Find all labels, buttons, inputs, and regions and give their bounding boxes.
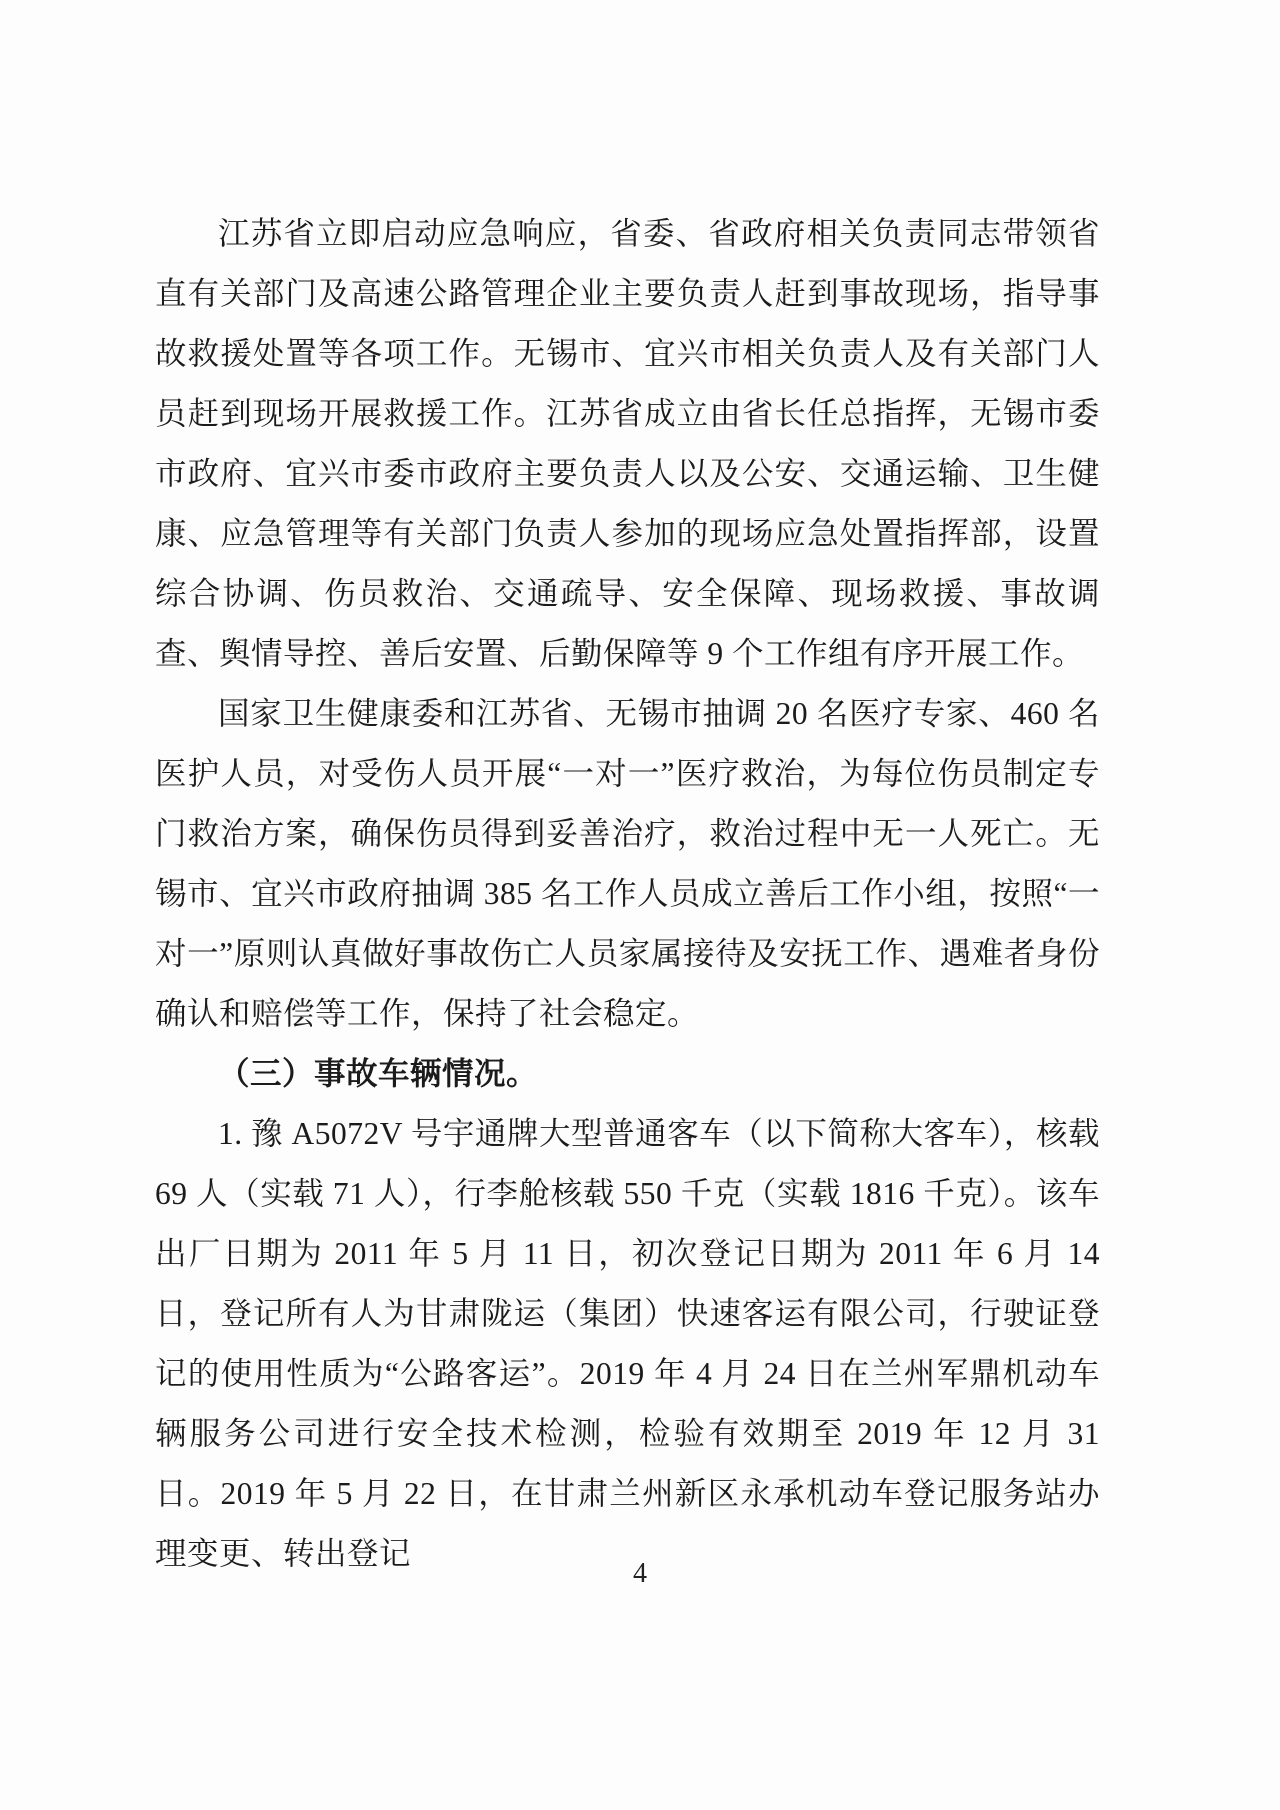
document-body bbox=[155, 204, 1100, 1584]
page-number: 4 bbox=[633, 1558, 647, 1589]
paragraph-medical-aftercare: 国家卫生健康委和江苏省、无锡市抽调 20 名医疗专家、460 名医护人员，对受伤人员开展“一对一”医疗救治，为每位伤员制定专门救治方案，确保伤员得到妥善治疗，救治过程中无一人死亡。无锡市、宜兴市政府抽调 385 名工作人员成立善后工作小组，按照“一对一”原则认真做好事故伤亡人员家属接待及安抚工作、遇难者身份确认和赔偿等工作，保持了社会稳定。 bbox=[155, 696, 1100, 1031]
paragraph-emergency-response: 江苏省立即启动应急响应，省委、省政府相关负责同志带领省直有关部门及高速公路管理企业主要负责人赶到事故现场，指导事故救援处置等各项工作。无锡市、宜兴市相关负责人及有关部门人员赶到现场开展救援工作。江苏省成立由省长任总指挥，无锡市委市政府、宜兴市委市政府主要负责人以及公安、交通运输、卫生健康、应急管理等有关部门负责人参加的现场应急处置指挥部，设置综合协调、伤员救治、交通疏导、安全保障、现场救援、事故调查、舆情导控、善后安置、后勤保障等 9 个工作组有序开展工作。 bbox=[155, 216, 1100, 671]
section-heading-vehicle-info: （三）事故车辆情况。 bbox=[218, 1056, 539, 1091]
paragraph-bus-details: 1. 豫 A5072V 号宇通牌大型普通客车（以下简称大客车），核载 69 人（实载 71 人），行李舱核载 550 千克（实载 1816 千克）。该车出厂日期为 2011 年 5 月 11 日，初次登记日期为 2011 年 6 月 14 日，登记所有人为甘肃陇运（集团）快速客运有限公司，行驶证登记的使用性质为“公路客运”。2019 年 4 月 24 日在兰州军鼎机动车辆服务公司进行安全技术检测，检验有效期至 2019 年 12 月 31 日。2019 年 5 月 22 日，在甘肃兰州新区永承机动车登记服务站办理变更、转出登记 bbox=[155, 1116, 1100, 1571]
